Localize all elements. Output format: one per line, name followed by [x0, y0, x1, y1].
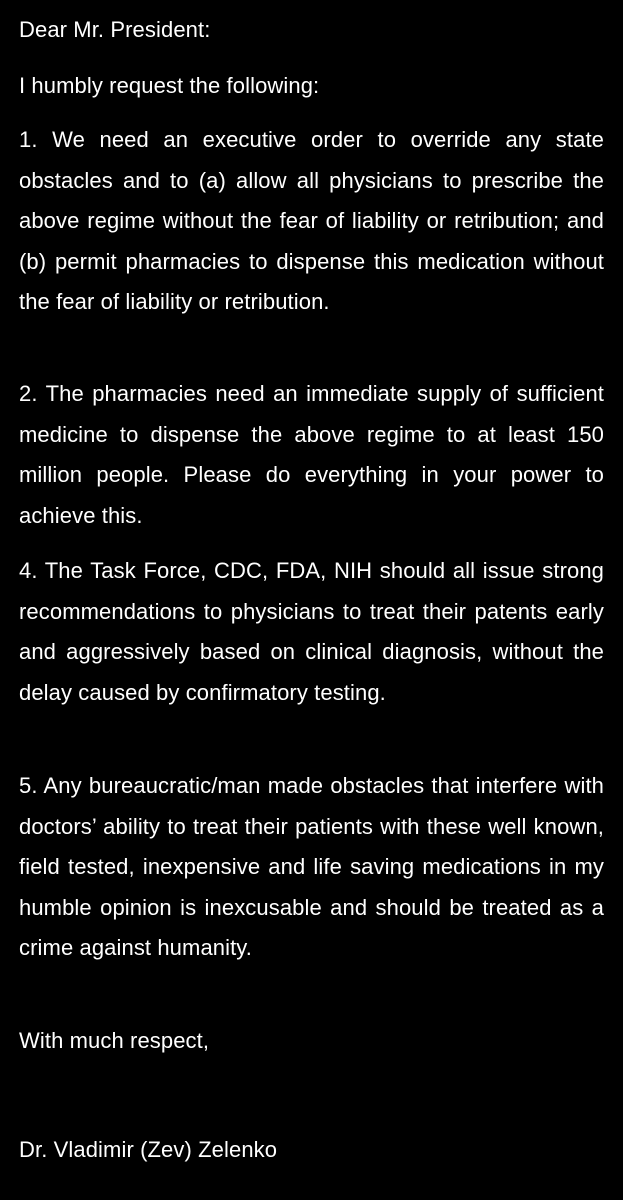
signature: Dr. Vladimir (Zev) Zelenko	[19, 1137, 278, 1162]
request-item-4: 4. The Task Force, CDC, FDA, NIH should all issue strong recommendations to physicians to treat their patents early and aggressively based on clinical diagnosis, without the delay caused by confirmatory testing.	[19, 558, 604, 705]
request-item-2: 2. The pharmacies need an immediate supply of sufficient medicine to dispense the above regime to at least 150 million people. Please do everything in your power to achieve this.	[19, 381, 604, 528]
request-item-5: 5. Any bureaucratic/man made obstacles that interfere with doctors’ ability to treat their patients with these well known, field tested, inexpensive and life saving medications in my humble opinion is inexcusable and should be treated as a crime against humanity.	[19, 773, 604, 960]
request-item-1: 1. We need an executive order to override any state obstacles and to (a) allow all physicians to prescribe the above regime without the fear of liability or retribution; and (b) permit pharmacies to dispense this medication without the fear of liability or retribution.	[19, 127, 604, 314]
closing: With much respect,	[19, 1028, 210, 1053]
salutation: Dear Mr. President:	[19, 17, 211, 42]
intro-line: I humbly request the following:	[19, 73, 320, 98]
